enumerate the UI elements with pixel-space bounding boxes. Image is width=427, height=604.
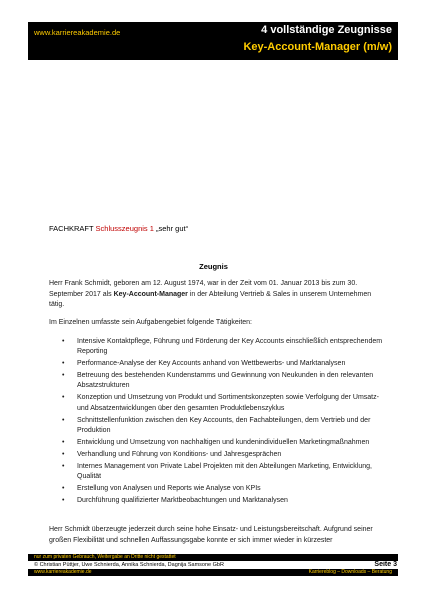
task-item [49, 438, 383, 448]
doc-label-prefix: FACHKRAFT [49, 224, 96, 233]
doc-label-highlight: Schlusszeugnis 1 [95, 224, 154, 233]
task-text: Performance-Analyse der Key Accounts anhand von Wettbewerbs- und Marktanalysen [77, 360, 346, 368]
task-text: Intensive Kontaktpflege, Führung und Förderung der Key Accounts einschließlich entsprechendem Reporting [77, 338, 383, 356]
task-item [49, 371, 383, 391]
task-text: Entwicklung und Umsetzung von nachhaltigen und kundenindividuellen Marketingmaßnahmen [77, 438, 370, 446]
task-item [49, 484, 383, 494]
footer-links[interactable]: Karriereblog – Downloads – Beratung [308, 569, 392, 575]
doc-label-suffix: „sehr gut“ [153, 224, 189, 233]
intro-paragraph [49, 279, 379, 311]
task-text: Internes Management von Private Label Projekten mit den Abteilungen Marketing, Entwicklung, Qualität [77, 462, 372, 481]
bullet-icon: • [62, 462, 65, 470]
task-text: Konzeption und Umsetzung von Produkt und Sortimentskonzepten sowie Verfolgung der Umsatz- und Absatzentwicklungen über den gesamten Produktlebenszyklus [77, 394, 379, 412]
task-text: Betreuung des bestehenden Kundenstamms und Gewinnung von Neukunden in den relevanten Absatzstrukturen [77, 372, 374, 390]
task-text: Durchführung qualifizierter Marktbeobachtungen und Marktanalysen [77, 497, 288, 505]
job-title: Key-Account-Manager [113, 290, 188, 298]
page-number: Seite 3 [374, 561, 397, 568]
footer-notice-bar [28, 554, 398, 561]
task-item [49, 496, 383, 506]
task-list [49, 337, 383, 508]
bullet-icon: • [62, 372, 65, 380]
header-banner [28, 22, 398, 60]
task-item [49, 393, 383, 413]
bullet-icon: • [62, 485, 65, 493]
task-text: Erstellung von Analysen und Reports wie Analyse von KPIs [77, 485, 261, 493]
tasks-intro: Im Einzelnen umfasste sein Aufgabengebiet folgende Tätigkeiten: [49, 319, 253, 326]
certificate-title: Zeugnis [199, 262, 228, 271]
site-url[interactable]: www.karriereakademie.de [34, 28, 121, 37]
task-text: Schnittstellenfunktion zwischen den Key Accounts, den Fachabteilungen, dem Vertrieb und der Produktion [77, 416, 371, 434]
header-title: 4 vollständige Zeugnisse [261, 24, 392, 36]
task-item [49, 416, 383, 436]
bullet-icon: • [62, 394, 65, 402]
intro-text-2: in der Abteilung Vertrieb & Sales in unserem Unternehmen tätig. [49, 290, 372, 308]
closing-paragraph: Herr Schmidt überzeugte jederzeit durch seine hohe Einsatz- und Leistungsbereitschaft. Aufgrund seiner großen Flexibilität und schnellen Auffassungsgabe konnte er sich immer wieder in kürzester [49, 526, 373, 544]
task-item [49, 337, 383, 357]
bullet-icon: • [62, 438, 65, 446]
bullet-icon: • [62, 338, 65, 345]
bullet-icon: • [62, 360, 65, 368]
usage-notice: nur zum privaten Gebrauch, Weitergabe an Dritte nicht gestattet [34, 554, 176, 560]
task-text: Verhandlung und Führung von Konditions- und Jahresgesprächen [77, 450, 282, 458]
task-item [49, 462, 383, 482]
document-label [49, 224, 188, 233]
footer-bar [28, 569, 398, 576]
intro-text-1: Herr Frank Schmidt, geboren am 12. August 1974, war in der Zeit vom 01. Januar 2013 bis zum 30. September 2017 als [49, 280, 358, 298]
copyright: © Christian Püttjer, Uwe Schnierda, Annika Schnierda, Dagnija Samsone GbR [34, 562, 224, 568]
footer-site-link[interactable]: www.karriereakademie.de [34, 569, 92, 575]
header-subtitle: Key-Account-Manager (m/w) [243, 41, 392, 53]
bullet-icon: • [62, 416, 65, 424]
bullet-icon: • [62, 450, 65, 458]
bullet-icon: • [62, 497, 65, 505]
task-item [49, 450, 383, 460]
task-item [49, 359, 383, 369]
